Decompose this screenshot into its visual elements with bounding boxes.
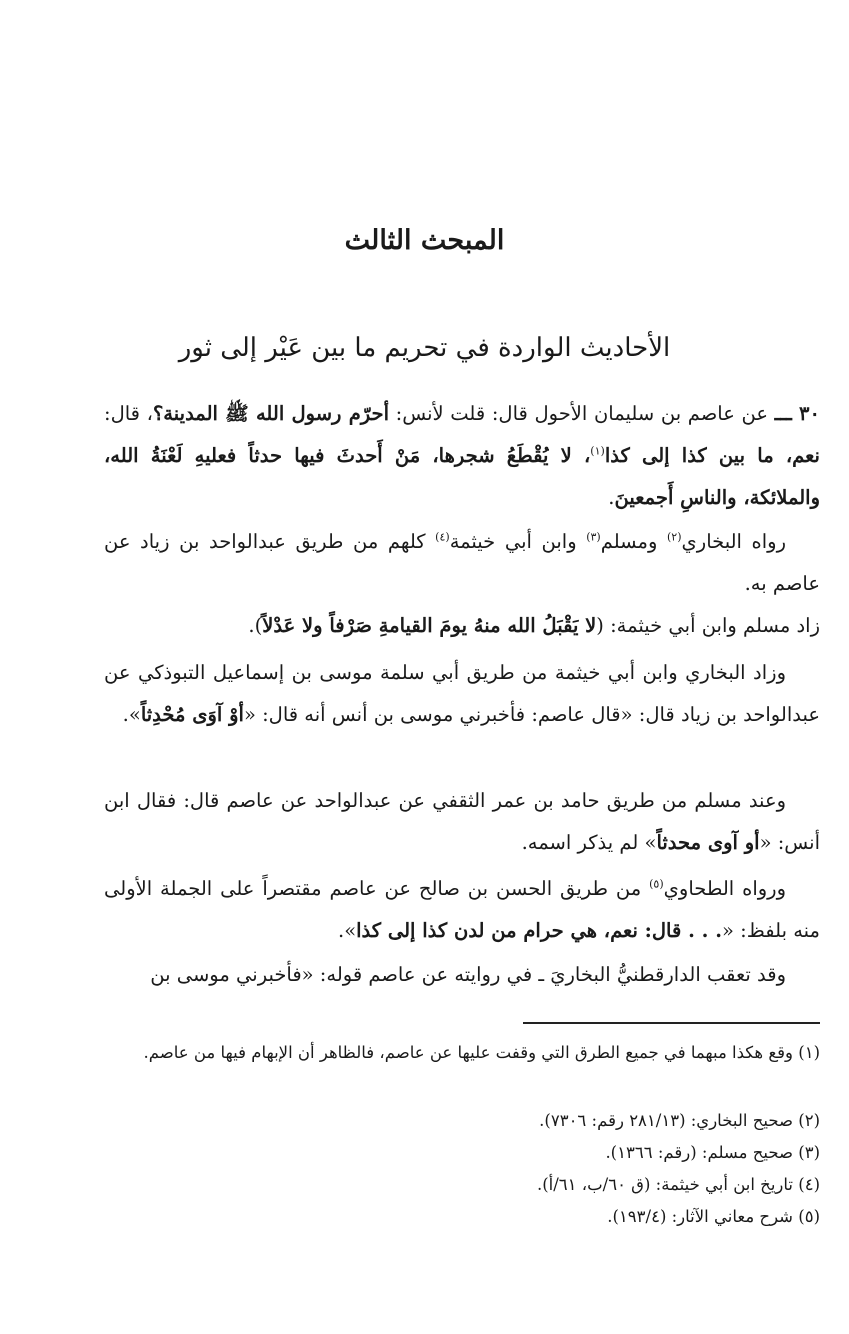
footnote-2: (٢) صحيح البخاري: (٢٨١/١٣ رقم: ٧٣٠٦). [539, 1111, 820, 1130]
narration-paragraph [104, 521, 820, 605]
tahawi-text-b: من طريق الحسن بن صالح عن عاصم مقتصراً على الجملة الأولى منه بلفظ: « [104, 877, 820, 942]
footnote-1: (١) وقع هكذا مبهما في جميع الطرق التي وقفت عليها عن عاصم، فالظاهر أن الإبهام فيها من عاصم. [143, 1043, 820, 1062]
addition-text-b: ). [248, 614, 263, 637]
footnote-ref-1[interactable]: (١) [590, 444, 605, 458]
muslim-quote: أو آوى محدثاً [656, 831, 760, 854]
footnote-ref-2[interactable]: (٢) [667, 530, 682, 544]
chapter-subtitle: الأحاديث الواردة في تحريم ما بين عَيْر إلى ثور [178, 333, 671, 363]
narration-text-c: وابن أبي خيثمة [449, 530, 587, 553]
bukhari-end: ». [122, 703, 141, 726]
footnote-3: (٣) صحيح مسلم: (رقم: ١٣٦٦). [605, 1143, 820, 1162]
addition-quote: لا يَقْبَلُ الله منهُ يومَ القيامةِ صَرْفاً ولا عَدْلاً [262, 614, 597, 637]
hadith-paragraph [104, 393, 820, 519]
addition-text-a: زاد مسلم وابن أبي خيثمة: ( [596, 614, 820, 637]
bukhari-paragraph [104, 652, 820, 736]
hadith-answer: نعم، ما بين كذا إلى كذا [604, 444, 820, 467]
footnote-divider [523, 1022, 820, 1024]
footnote-ref-3[interactable]: (٣) [586, 530, 601, 544]
bukhari-quote: أوْ آوَى مُحْدِثاً [140, 703, 244, 726]
footnote-4: (٤) تاريخ ابن أبي خيثمة: (ق ٦٠/ب، ٦١/أ). [536, 1175, 820, 1194]
footnote-5: (٥) شرح معاني الآثار: (١٩٣/٤). [607, 1207, 820, 1226]
tahawi-text-a: ورواه الطحاوي [663, 877, 786, 900]
footnote-ref-5[interactable]: (٥) [649, 877, 664, 891]
muslim-paragraph [104, 780, 820, 864]
narration-text-a: رواه البخاري [681, 530, 787, 553]
tahawi-quote: . . . قال: نعم، هي حرام من لدن كذا إلى كذا [356, 919, 723, 942]
narration-text-b: ومسلم [600, 530, 667, 553]
hadith-end: . [608, 486, 615, 509]
narration-text-d: كلهم من طريق عبدالواحد بن زياد عن عاصم به. [104, 530, 820, 595]
tahawi-end: ». [338, 919, 357, 942]
muslim-text: وعند مسلم من طريق حامد بن عمر الثقفي عن عبدالواحد عن عاصم قال: فقال ابن أنس: « [104, 789, 820, 854]
hadith-connector: ، قال: [104, 402, 153, 425]
addition-paragraph [104, 605, 849, 647]
daraqutni-text: وقد تعقب الدارقطنيُّ البخاريَ ـ في روايته عن عاصم قوله: «فأخبرني موسى بن [150, 963, 786, 986]
hadith-answer-rest: ، لا يُقْطَعُ شجرها، مَنْ أَحدثَ فيها حدثاً فعليهِ لَعْنَةُ الله، والملائكة، والناسِ أَجمعينَ [104, 444, 820, 509]
footnote-ref-4[interactable]: (٤) [435, 530, 450, 544]
hadith-number: ٣٠ ـــ [774, 402, 820, 425]
hadith-question: أحرّم رسول الله ﷺ المدينة؟ [152, 402, 390, 425]
section-title: المبحث الثالث [344, 225, 505, 256]
daraqutni-paragraph [104, 954, 820, 996]
muslim-end: » لم يذكر اسمه. [521, 831, 657, 854]
hadith-intro: عن عاصم بن سليمان الأحول قال: قلت لأنس: [389, 402, 775, 425]
tahawi-paragraph [104, 868, 820, 952]
bukhari-text: وزاد البخاري وابن أبي خيثمة من طريق أبي سلمة موسى بن إسماعيل التبوذكي عن عبدالواحد بن زياد قال: «قال عاصم: فأخبرني موسى بن أنس أنه قال: « [104, 661, 820, 726]
